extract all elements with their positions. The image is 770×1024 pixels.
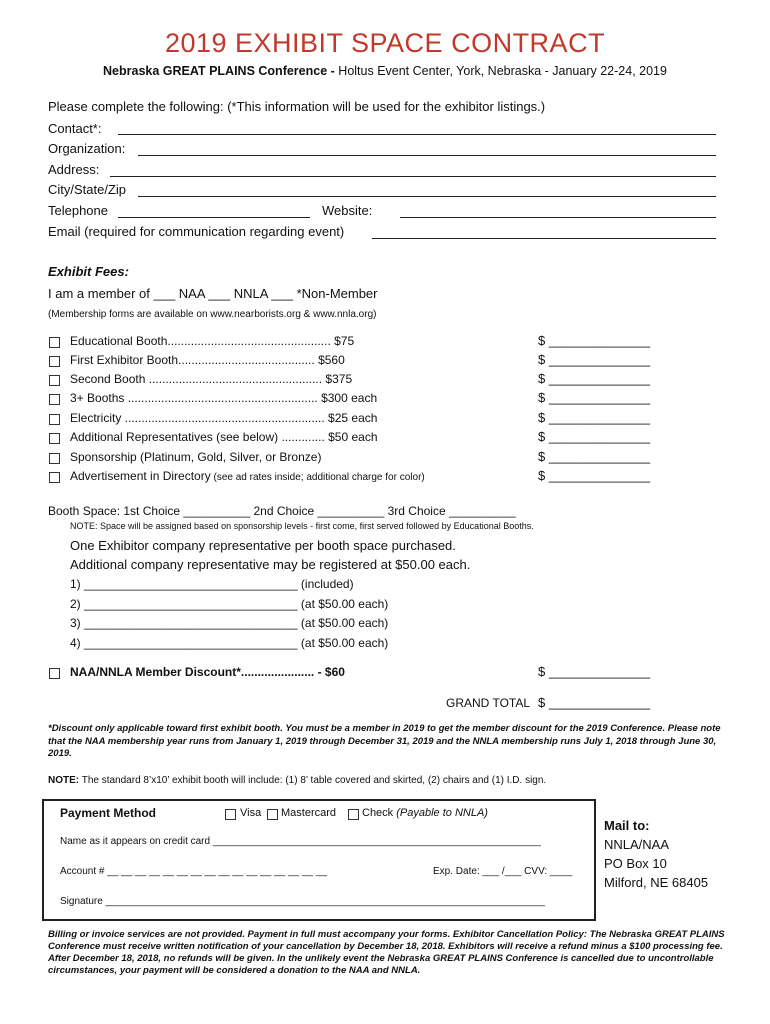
website-label: Website: bbox=[322, 203, 373, 218]
mail-line1: NNLA/NAA bbox=[604, 837, 670, 852]
booth-includes-label: NOTE: bbox=[48, 775, 80, 786]
check-note: (Payable to NNLA) bbox=[396, 807, 488, 819]
discount-disclaimer: *Discount only applicable toward first exhibit booth. You must be a member in 2019 to get the member discount for the 2019 Conference. Please note that the NAA membership year runs from January 1, 2019 through December 31, 2019 and the NNLA membership runs July 1, 2018 through June 30, 2019. bbox=[48, 723, 721, 759]
mail-line2: PO Box 10 bbox=[604, 856, 667, 871]
booth-choices[interactable]: Booth Space: 1st Choice __________ 2nd Choice __________ 3rd Choice __________ bbox=[48, 504, 516, 518]
page-subtitle bbox=[0, 64, 770, 78]
email-label: Email (required for communication regarding event) bbox=[48, 224, 345, 239]
check-label-text: Check bbox=[362, 807, 394, 819]
fee-checkbox-additional-reps[interactable] bbox=[49, 433, 60, 444]
reps-line1: One Exhibitor company representative per booth space purchased. bbox=[70, 538, 456, 553]
discount-label: NAA/NNLA Member Discount*...................... - $60 bbox=[70, 665, 345, 679]
discount-amount[interactable]: $ ______________ bbox=[538, 664, 651, 679]
fee-checkbox-advertisement[interactable] bbox=[49, 472, 60, 483]
fee-label-first-booth: First Exhibitor Booth......................................... $560 bbox=[70, 353, 345, 367]
contact-label: Contact*: bbox=[48, 121, 102, 136]
address-label: Address: bbox=[48, 162, 100, 177]
member-line[interactable]: I am a member of ___ NAA ___ NNLA ___ *Non-Member bbox=[48, 286, 378, 301]
booth-note: NOTE: Space will be assigned based on sponsorship levels - first come, first served followed by Educational Booths. bbox=[70, 521, 534, 531]
check-label bbox=[362, 807, 488, 819]
exhibit-fees-heading: Exhibit Fees: bbox=[48, 264, 129, 279]
fee-amount-educational[interactable]: $ ______________ bbox=[538, 333, 651, 348]
fee-label-advertisement-sub: (see ad rates inside; additional charge for color) bbox=[210, 472, 425, 483]
mail-to-heading: Mail to: bbox=[604, 818, 650, 833]
page-title: 2019 EXHIBIT SPACE CONTRACT bbox=[164, 28, 606, 58]
contact-field[interactable] bbox=[118, 134, 716, 135]
fee-amount-additional-reps[interactable]: $ ______________ bbox=[538, 429, 651, 444]
grand-total-label: GRAND TOTAL bbox=[446, 696, 531, 710]
fee-checkbox-educational[interactable] bbox=[49, 337, 60, 348]
subtitle-bold: Nebraska GREAT PLAINS Conference - bbox=[103, 64, 335, 78]
reps-line2: Additional company representative may be registered at $50.00 each. bbox=[70, 557, 471, 572]
fee-checkbox-first-booth[interactable] bbox=[49, 356, 60, 367]
telephone-label: Telephone bbox=[48, 203, 108, 218]
website-field[interactable] bbox=[400, 217, 716, 218]
fee-amount-first-booth[interactable]: $ ______________ bbox=[538, 352, 651, 367]
account-number-field[interactable]: Account # __ __ __ __ __ __ __ __ __ __ __ __ __ __ __ __ bbox=[60, 866, 327, 877]
fee-label-three-plus: 3+ Booths ......................................................... $300 each bbox=[70, 391, 378, 405]
grand-total-amount[interactable]: $ ______________ bbox=[538, 695, 651, 710]
name-on-card-field[interactable]: Name as it appears on credit card ___________________________________________________________ bbox=[60, 836, 541, 847]
fee-label-sponsorship: Sponsorship (Platinum, Gold, Silver, or Bronze) bbox=[70, 450, 322, 464]
booth-includes-note bbox=[48, 775, 546, 786]
city-label: City/State/Zip bbox=[48, 182, 127, 197]
rep-entry-4[interactable]: 4) ________________________________ (at $50.00 each) bbox=[70, 636, 389, 650]
fee-checkbox-three-plus[interactable] bbox=[49, 394, 60, 405]
fee-amount-advertisement[interactable]: $ ______________ bbox=[538, 468, 651, 483]
cancellation-policy: Billing or invoice services are not provided. Payment in full must accompany your forms. Exhibitor Cancellation Policy: The Nebraska GREAT PLAINS Conference must receive written notification of your cancellation by December 18, 2018. Exhibitors will receive a refund minus a $100 processing fee. After December 18, 2018, no refunds will be given. In the unlikely event the Nebraska GREAT PLAINS Conference is cancelled due to uncontrollable circumstances, your payment will be considered a donation to the NAA and NNLA. bbox=[48, 929, 725, 976]
mastercard-checkbox[interactable] bbox=[267, 809, 278, 820]
fee-label-additional-reps: Additional Representatives (see below) ............. $50 each bbox=[70, 430, 378, 444]
fee-amount-second-booth[interactable]: $ ______________ bbox=[538, 371, 651, 386]
rep-entry-2[interactable]: 2) ________________________________ (at $50.00 each) bbox=[70, 597, 389, 611]
telephone-field[interactable] bbox=[118, 217, 310, 218]
signature-field[interactable]: Signature _______________________________________________________________________________ bbox=[60, 896, 545, 907]
check-checkbox[interactable] bbox=[348, 809, 359, 820]
fee-label-electricity: Electricity ............................................................ $25 each bbox=[70, 411, 378, 425]
fee-amount-sponsorship[interactable]: $ ______________ bbox=[538, 449, 651, 464]
exp-cvv-field[interactable]: Exp. Date: ___ /___ CVV: ____ bbox=[433, 866, 573, 877]
mastercard-label: Mastercard bbox=[281, 807, 337, 819]
visa-label: Visa bbox=[240, 807, 262, 819]
fee-label-advertisement-main: Advertisement in Directory bbox=[70, 469, 211, 483]
email-field[interactable] bbox=[372, 238, 716, 239]
rep-entry-1[interactable]: 1) ________________________________ (included) bbox=[70, 577, 354, 591]
organization-label: Organization: bbox=[48, 141, 126, 156]
fee-checkbox-sponsorship[interactable] bbox=[49, 453, 60, 464]
fee-checkbox-electricity[interactable] bbox=[49, 414, 60, 425]
intro-text: Please complete the following: (*This information will be used for the exhibitor listings.) bbox=[48, 99, 546, 114]
city-field[interactable] bbox=[138, 196, 716, 197]
booth-includes-text: The standard 8’x10’ exhibit booth will include: (1) 8’ table covered and skirted, (2) chairs and (1) I.D. sign. bbox=[79, 775, 547, 786]
address-field[interactable] bbox=[110, 176, 716, 177]
rep-entry-3[interactable]: 3) ________________________________ (at $50.00 each) bbox=[70, 616, 389, 630]
fee-label-educational: Educational Booth................................................. $75 bbox=[70, 334, 355, 348]
discount-checkbox[interactable] bbox=[49, 668, 60, 679]
fee-label-second-booth: Second Booth .................................................... $375 bbox=[70, 372, 353, 386]
payment-method-heading: Payment Method bbox=[60, 806, 157, 820]
visa-checkbox[interactable] bbox=[225, 809, 236, 820]
organization-field[interactable] bbox=[138, 155, 716, 156]
mail-line3: Milford, NE 68405 bbox=[604, 875, 709, 890]
subtitle-rest: Holtus Event Center, York, Nebraska - January 22-24, 2019 bbox=[334, 64, 667, 78]
fee-amount-electricity[interactable]: $ ______________ bbox=[538, 410, 651, 425]
membership-note: (Membership forms are available on www.nearborists.org & www.nnla.org) bbox=[48, 309, 377, 320]
fee-checkbox-second-booth[interactable] bbox=[49, 375, 60, 386]
fee-amount-three-plus[interactable]: $ ______________ bbox=[538, 390, 651, 405]
fee-label-advertisement bbox=[70, 469, 425, 483]
